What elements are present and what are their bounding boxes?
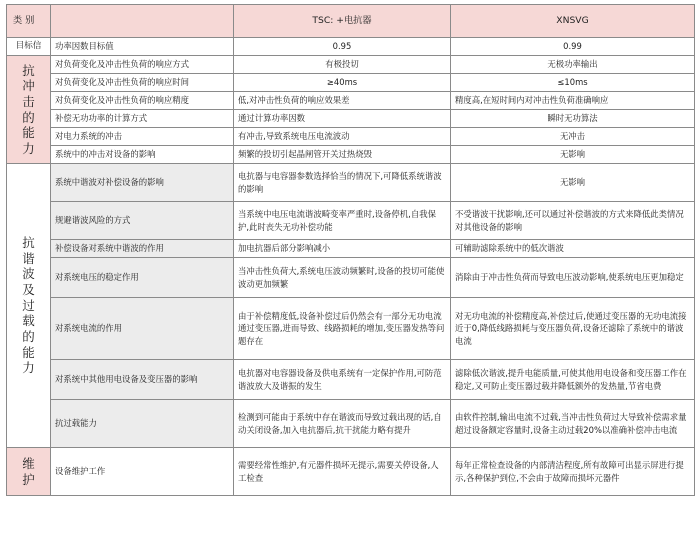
category-char: 载 — [22, 313, 35, 329]
row-xnsvg: ≤10ms — [451, 74, 695, 92]
row-xnsvg: 无影响 — [451, 164, 695, 202]
row-item: 对系统电压的稳定作用 — [51, 258, 234, 298]
row-tsc: 需要经常性维护,有元器件损坏无提示,需要关停设备,人工检查 — [234, 448, 451, 496]
row-tsc: 电抗器对电容器设备及供电系统有一定保护作用,可防范谐波放大及谐振的发生 — [234, 360, 451, 400]
row-item: 系统中的冲击对设备的影响 — [51, 146, 234, 164]
category-char: 能 — [22, 125, 35, 141]
category-char: 过 — [22, 297, 35, 313]
row-tsc: 低,对冲击性负荷的响应效果差 — [234, 92, 451, 110]
category-char: 力 — [22, 140, 35, 156]
harmonic-row — [7, 258, 695, 298]
category-char: 谐 — [22, 250, 35, 266]
category-char: 及 — [22, 282, 35, 298]
row-xnsvg: 由软件控制,输出电流不过载,当冲击性负荷过大导致补偿需求量超过设备额定容量时,设备主动过载20%以准确补偿冲击电流 — [451, 400, 695, 448]
row-xnsvg: 无影响 — [451, 146, 695, 164]
row-tsc: 加电抗器后部分影响减小 — [234, 240, 451, 258]
row-xnsvg: 不受谐波干扰影响,还可以通过补偿谐波的方式来降低此类情况对其他设备的影响 — [451, 202, 695, 240]
row-item: 补偿无功功率的计算方式 — [51, 110, 234, 128]
impact-row — [7, 128, 695, 146]
row-xnsvg: 无极功率输出 — [451, 56, 695, 74]
maintenance-row — [7, 448, 695, 496]
harmonic-row — [7, 400, 695, 448]
row-item: 对负荷变化及冲击性负荷的响应时间 — [51, 74, 234, 92]
row-tsc: 当系统中电压电流谐波畸变率严重时,设备停机,自我保护,此时丧失无功补偿功能 — [234, 202, 451, 240]
row-xnsvg: 滤除低次谐波,提升电能质量,可使其他用电设备和变压器工作在稳定,又可防止变压器过载并降低额外的发热量,节省电费 — [451, 360, 695, 400]
row-item: 系统中谐波对补偿设备的影响 — [51, 164, 234, 202]
category-char: 冲 — [22, 78, 35, 94]
impact-row — [7, 110, 695, 128]
header-item — [51, 5, 234, 38]
target-xnsvg: 0.99 — [451, 38, 695, 56]
impact-category — [7, 56, 51, 164]
row-tsc: 由于补偿精度低,设备补偿过后仍然会有一部分无功电流通过变压器,进而导致、线路损耗的增加,变压器发热等问题存在 — [234, 298, 451, 360]
row-xnsvg: 无冲击 — [451, 128, 695, 146]
row-item: 对系统中其他用电设备及变压器的影响 — [51, 360, 234, 400]
header-category: 类 别 — [7, 5, 51, 38]
row-item: 抗过载能力 — [51, 400, 234, 448]
category-char: 击 — [22, 93, 35, 109]
harmonic-category — [7, 164, 51, 448]
row-item: 对系统电流的作用 — [51, 298, 234, 360]
target-category: 目标信 — [7, 38, 51, 56]
header-xnsvg: XNSVG — [451, 5, 695, 38]
row-tsc: 有冲击,导致系统电压电流波动 — [234, 128, 451, 146]
target-tsc: 0.95 — [234, 38, 451, 56]
category-char: 的 — [22, 109, 35, 125]
row-tsc: 频繁的投切引起晶闸管开关过热烧毁 — [234, 146, 451, 164]
harmonic-row — [7, 298, 695, 360]
row-tsc: 有极投切 — [234, 56, 451, 74]
harmonic-row — [7, 164, 695, 202]
row-xnsvg: 每年正常检查设备的内部清洁程度,所有故障可出显示屏进行提示,各种保护到位,不会由于故障而损坏元器件 — [451, 448, 695, 496]
category-char: 的 — [22, 328, 35, 344]
category-char: 抗 — [22, 62, 35, 78]
maintenance-category — [7, 448, 51, 496]
row-xnsvg: 可辅助滤除系统中的低次谐波 — [451, 240, 695, 258]
category-char: 护 — [22, 471, 35, 487]
category-char: 能 — [22, 344, 35, 360]
row-item: 设备维护工作 — [51, 448, 234, 496]
category-char: 抗 — [22, 235, 35, 251]
impact-row — [7, 146, 695, 164]
target-row — [7, 38, 695, 56]
harmonic-row — [7, 360, 695, 400]
target-item: 功率因数目标值 — [51, 38, 234, 56]
row-xnsvg: 对无功电流的补偿精度高,补偿过后,使通过变压器的无功电流接近于0,降低线路损耗与变压器负荷,设备还滤除了系统中的谐波电流 — [451, 298, 695, 360]
row-xnsvg: 精度高,在短时间内对冲击性负荷准确响应 — [451, 92, 695, 110]
row-tsc: 电抗器与电容器参数选择恰当的情况下,可降低系统谐波的影响 — [234, 164, 451, 202]
harmonic-row — [7, 240, 695, 258]
row-item: 对负荷变化及冲击性负荷的响应精度 — [51, 92, 234, 110]
row-item: 对电力系统的冲击 — [51, 128, 234, 146]
impact-row — [7, 92, 695, 110]
comparison-table — [6, 4, 695, 496]
row-item: 对负荷变化及冲击性负荷的响应方式 — [51, 56, 234, 74]
row-xnsvg: 消除由于冲击性负荷而导致电压波动影响,使系统电压更加稳定 — [451, 258, 695, 298]
row-xnsvg: 瞬时无功算法 — [451, 110, 695, 128]
category-char: 波 — [22, 266, 35, 282]
row-item: 规避谐波风险的方式 — [51, 202, 234, 240]
category-char: 维 — [22, 455, 35, 471]
header-row — [7, 5, 695, 38]
row-tsc: 通过计算功率因数 — [234, 110, 451, 128]
row-tsc: 检测到可能由于系统中存在谐波而导致过载出现的话,自动关闭设备,加入电抗器后,抗干扰能力略有提升 — [234, 400, 451, 448]
harmonic-row — [7, 202, 695, 240]
header-tsc: TSC: +电抗器 — [234, 5, 451, 38]
row-tsc: 当冲击性负荷大,系统电压波动频繁时,设备的投切可能使波动更加频繁 — [234, 258, 451, 298]
impact-row — [7, 56, 695, 74]
row-tsc: ≥40ms — [234, 74, 451, 92]
category-char: 力 — [22, 360, 35, 376]
impact-row — [7, 74, 695, 92]
row-item: 补偿设备对系统中谐波的作用 — [51, 240, 234, 258]
